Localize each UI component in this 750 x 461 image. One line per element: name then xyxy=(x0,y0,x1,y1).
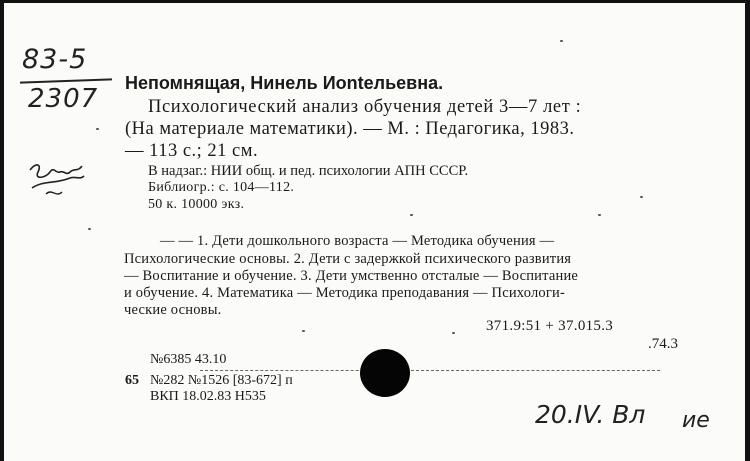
subject-line-2: Психологические основы. 2. Дети с задержкой психического развития xyxy=(124,251,572,267)
subject-line-4: и обучение. 4. Математика — Методика преподавания — Психологи- xyxy=(124,285,565,301)
handwritten-scribble-icon xyxy=(26,158,88,208)
classification-codes: 371.9:51 + 37.015.3 xyxy=(486,318,614,334)
card-punch-hole xyxy=(360,349,410,397)
call-number-top: 83-5 xyxy=(22,44,88,75)
speck xyxy=(560,40,563,42)
order-line-1: №6385 43.10 xyxy=(150,352,227,367)
dotted-separator xyxy=(200,370,660,371)
card-top-edge xyxy=(0,0,750,3)
title-line-1: Психологический анализ обучения детей 3—7 лет : xyxy=(148,97,582,117)
subject-line-5: ческие основы. xyxy=(124,302,222,318)
speck xyxy=(410,214,413,216)
call-number-divider xyxy=(20,78,112,83)
subject-line-1: — — 1. Дети дошкольного возраста — Методика обучения — xyxy=(160,233,555,249)
subject-line-3: — Воспитание и обучение. 3. Дети умственно отсталые — Воспитание xyxy=(124,268,579,284)
speck xyxy=(640,196,643,198)
note-price-print-run: 50 к. 10000 экз. xyxy=(148,197,245,212)
speck xyxy=(88,228,91,230)
title-line-3: — 113 с.; 21 см. xyxy=(125,141,259,161)
speck xyxy=(452,332,455,334)
author-heading: Непомнящая, Нинель Иontельевна. xyxy=(125,73,444,93)
speck xyxy=(598,214,601,216)
order-line-2: №282 №1526 [83-672] п xyxy=(150,373,293,388)
speck xyxy=(302,330,305,332)
card-left-edge xyxy=(0,0,4,461)
call-number-bottom: 2307 xyxy=(28,84,99,114)
card-right-edge xyxy=(745,0,750,461)
handwritten-date-note: 20.IV. Вл xyxy=(535,400,646,429)
note-line-1: В надзаг.: НИИ общ. и пед. психологии АПН СССР. xyxy=(148,163,469,179)
title-line-2: (На материале математики). — М. : Педагогика, 1983. xyxy=(125,119,575,139)
classification-code-secondary: .74.3 xyxy=(648,336,678,352)
note-bibliography: Библиогр.: с. 104—112. xyxy=(148,180,295,195)
speck xyxy=(96,128,99,130)
order-line-3: ВКП 18.02.83 Н535 xyxy=(150,389,266,404)
order-prefix: 65 xyxy=(125,373,139,388)
handwritten-abbreviation: ие xyxy=(682,408,710,433)
